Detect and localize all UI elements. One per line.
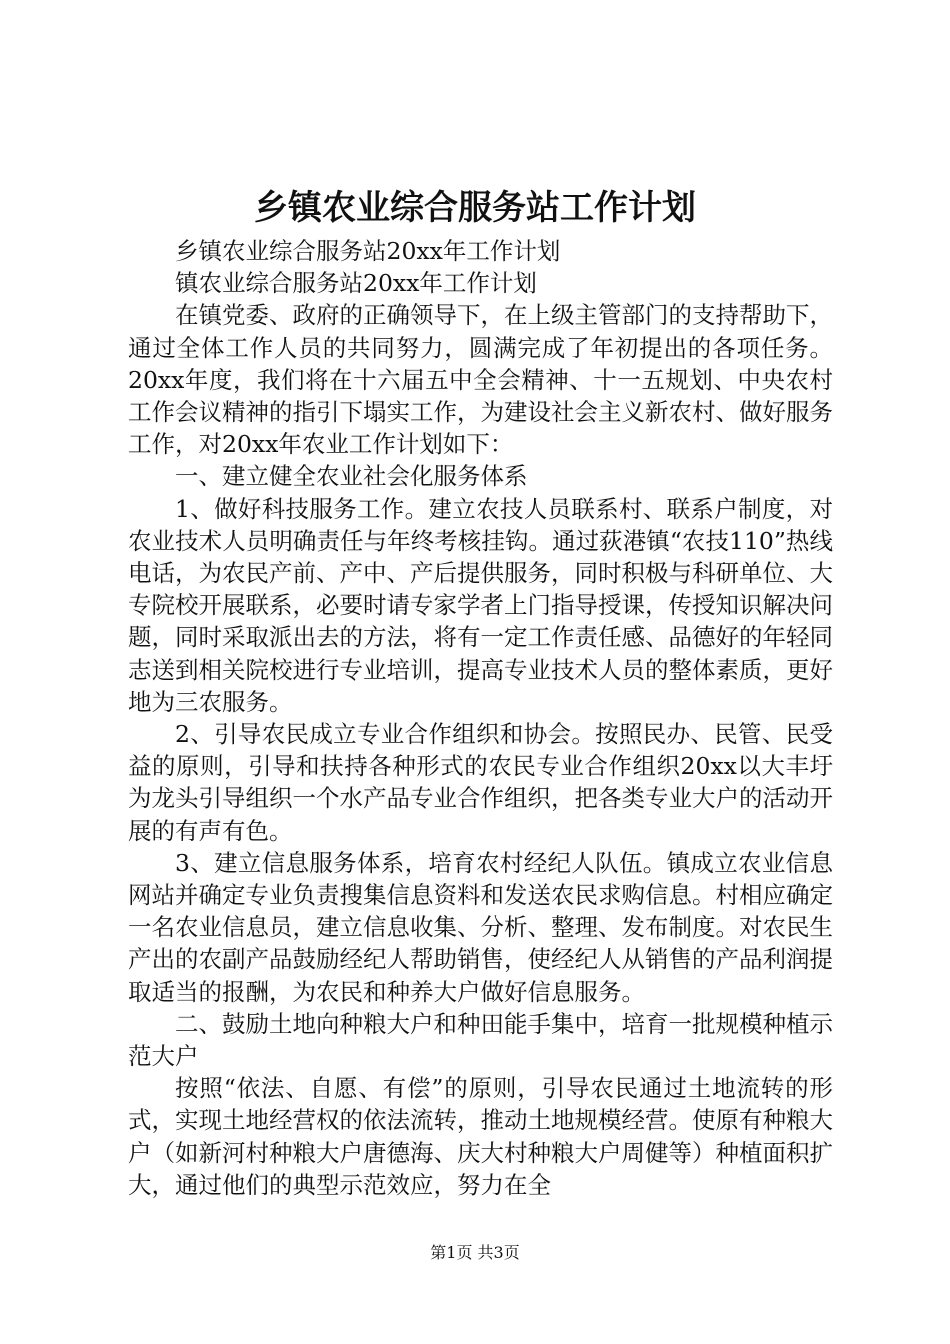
paragraph-section-2: 按照“依法、自愿、有偿”的原则，引导农民通过土地流转的形式，实现土地经营权的依法流转，推动土地规模经营。使原有种粮大户（如新河村种粮大户唐德海、庆大村种粮大户周健等）种植面积扩大，通过他们的典型示范效应，努力在全 [128,1074,833,1199]
document-body [128,235,833,1201]
page-footer: 第1页 共3页 [430,1243,520,1262]
paragraph-item-1: 1、做好科技服务工作。建立农技人员联系村、联系户制度，对农业技术人员明确责任与年终考核挂钩。通过荻港镇“农技110”热线电话，为农民产前、产中、产后提供服务，同时积极与科研单位、大专院校开展联系，必要时请专家学者上门指导授课，传授知识解决问题，同时采取派出去的方法，将有一定工作责任感、品德好的年轻同志送到相关院校进行专业培训，提高专业技术人员的整体素质，更好地为三农服务。 [128,494,833,716]
section-heading-1: 一、建立健全农业社会化服务体系 [175,462,528,491]
section-heading-2: 二、鼓励土地向种粮大户和种田能手集中，培育一批规模种植示范大户 [128,1009,833,1071]
paragraph-item-2: 2、引导农民成立专业合作组织和协会。按照民办、民管、民受益的原则，引导和扶持各种形式的农民专业合作组织20xx以大丰圩为龙头引导组织一个水产品专业合作组织，把各类专业大户的活动开展的有声有色。 [128,720,833,845]
document-title: 乡镇农业综合服务站工作计划 [254,188,696,228]
paragraph-subtitle-1: 乡镇农业综合服务站20xx年工作计划 [175,237,561,265]
paragraph-intro: 在镇党委、政府的正确领导下，在上级主管部门的支持帮助下，通过全体工作人员的共同努力，圆满完成了年初提出的各项任务。20xx年度，我们将在十六届五中全会精神、十一五规划、中央农村工作会议精神的指引下塌实工作，为建设社会主义新农村、做好服务工作，对20xx年农业工作计划如下： [128,301,833,459]
paragraph-subtitle-2: 镇农业综合服务站20xx年工作计划 [175,269,537,298]
paragraph-item-3: 3、建立信息服务体系，培育农村经纪人队伍。镇成立农业信息网站并确定专业负责搜集信息资料和发送农民求购信息。村相应确定一名农业信息员，建立信息收集、分析、整理、发布制度。对农民生产出的农副产品鼓励经纪人帮助销售，使经纪人从销售的产品利润提取适当的报酬，为农民和种养大户做好信息服务。 [128,848,833,1006]
